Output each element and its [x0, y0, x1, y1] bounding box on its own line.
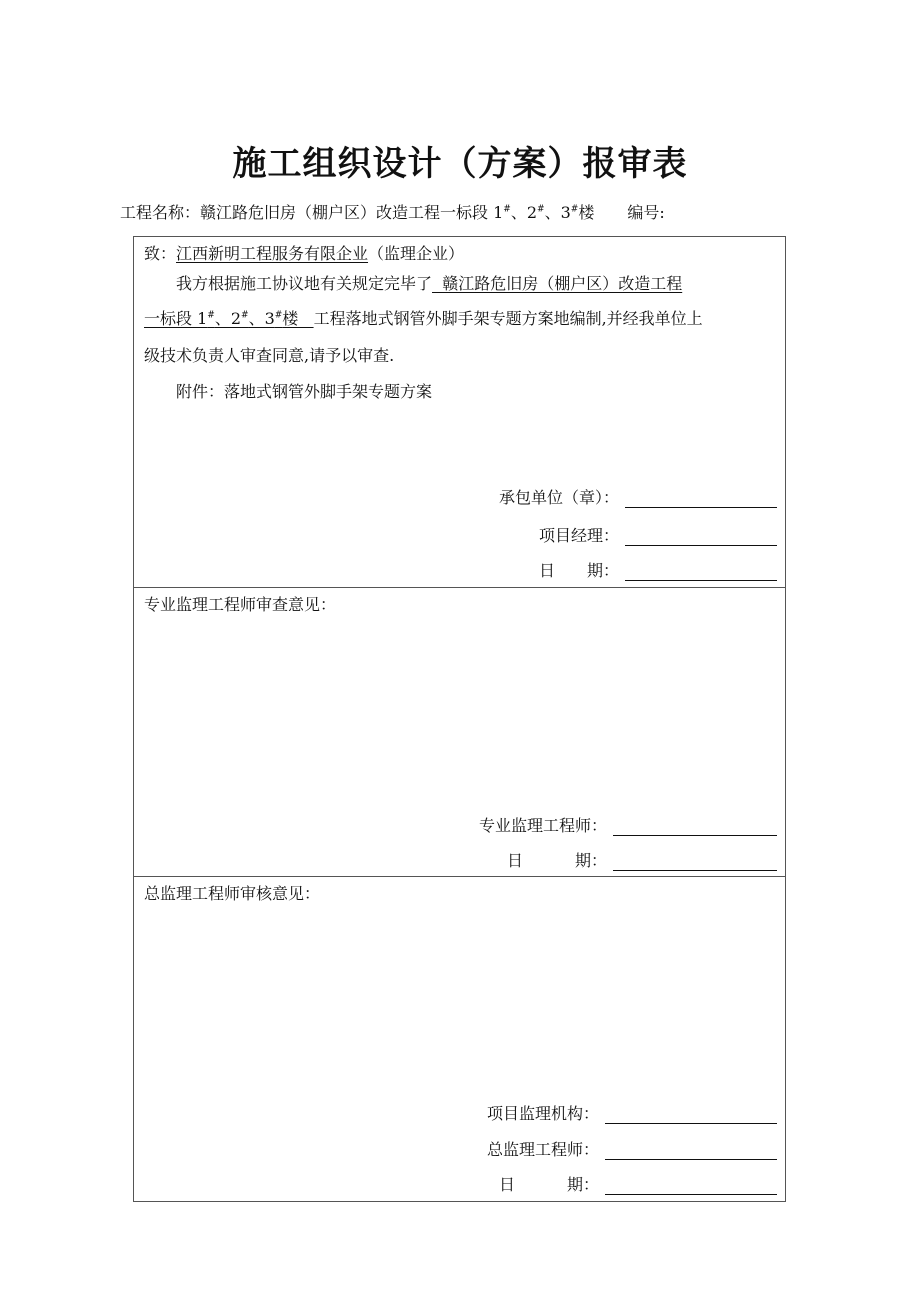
project-label: 工程名称： — [120, 203, 201, 222]
chief-date-field[interactable] — [605, 1178, 777, 1195]
chief-review-heading: 总监理工程师审核意见： — [144, 884, 321, 903]
addressee-line: 致：江西新明工程服务有限企业（监理企业） — [144, 244, 465, 263]
chief-engineer-row: 总监理工程师： — [487, 1137, 777, 1160]
specialist-date-field[interactable] — [613, 854, 777, 871]
body-line-3: 级技术负责人审查同意,请予以审查. — [144, 346, 395, 365]
body-line-2: 一标段 1#、2#、3#楼 工程落地式钢管外脚手架专题方案地编制,并经我单位上 — [144, 309, 703, 328]
code-label: 编号: — [627, 203, 665, 222]
supervision-agency-row: 项目监理机构： — [487, 1101, 777, 1124]
contractor-date-row: 日 期： — [539, 558, 777, 581]
specialist-review-section — [134, 588, 785, 877]
project-name-line — [120, 200, 665, 223]
supervisor-company: 江西新明工程服务有限企业 — [176, 244, 369, 263]
specialist-engineer-row: 专业监理工程师： — [479, 813, 777, 836]
attachment-line: 附件：落地式钢管外脚手架专题方案 — [176, 382, 433, 401]
chief-date-row: 日 期： — [499, 1172, 777, 1195]
specialist-review-heading: 专业监理工程师审查意见： — [144, 595, 337, 614]
project-manager-row: 项目经理： — [539, 523, 777, 546]
contractor-seal-field[interactable] — [625, 491, 777, 508]
project-section-underlined: 一标段 1#、2#、3#楼 — [144, 309, 314, 328]
project-name-underlined: 赣江路危旧房（棚户区）改造工程 — [432, 274, 683, 293]
supervision-agency-field[interactable] — [605, 1107, 777, 1124]
approval-form-table — [133, 236, 786, 1202]
contractor-section — [134, 237, 785, 588]
chief-review-section — [134, 877, 785, 1201]
body-line-1: 我方根据施工协议地有关规定完毕了 赣江路危旧房（棚户区）改造工程 — [176, 274, 683, 293]
contractor-seal-row: 承包单位（章）： — [499, 485, 777, 508]
project-manager-field[interactable] — [625, 529, 777, 546]
contractor-date-field[interactable] — [625, 564, 777, 581]
specialist-date-row: 日 期： — [507, 848, 777, 871]
form-title: 施工组织设计（方案）报审表 — [232, 144, 688, 184]
specialist-engineer-field[interactable] — [613, 819, 777, 836]
chief-engineer-field[interactable] — [605, 1143, 777, 1160]
project-name: 赣江路危旧房（棚户区）改造工程一标段 1#、2#、3#楼 — [200, 203, 595, 222]
